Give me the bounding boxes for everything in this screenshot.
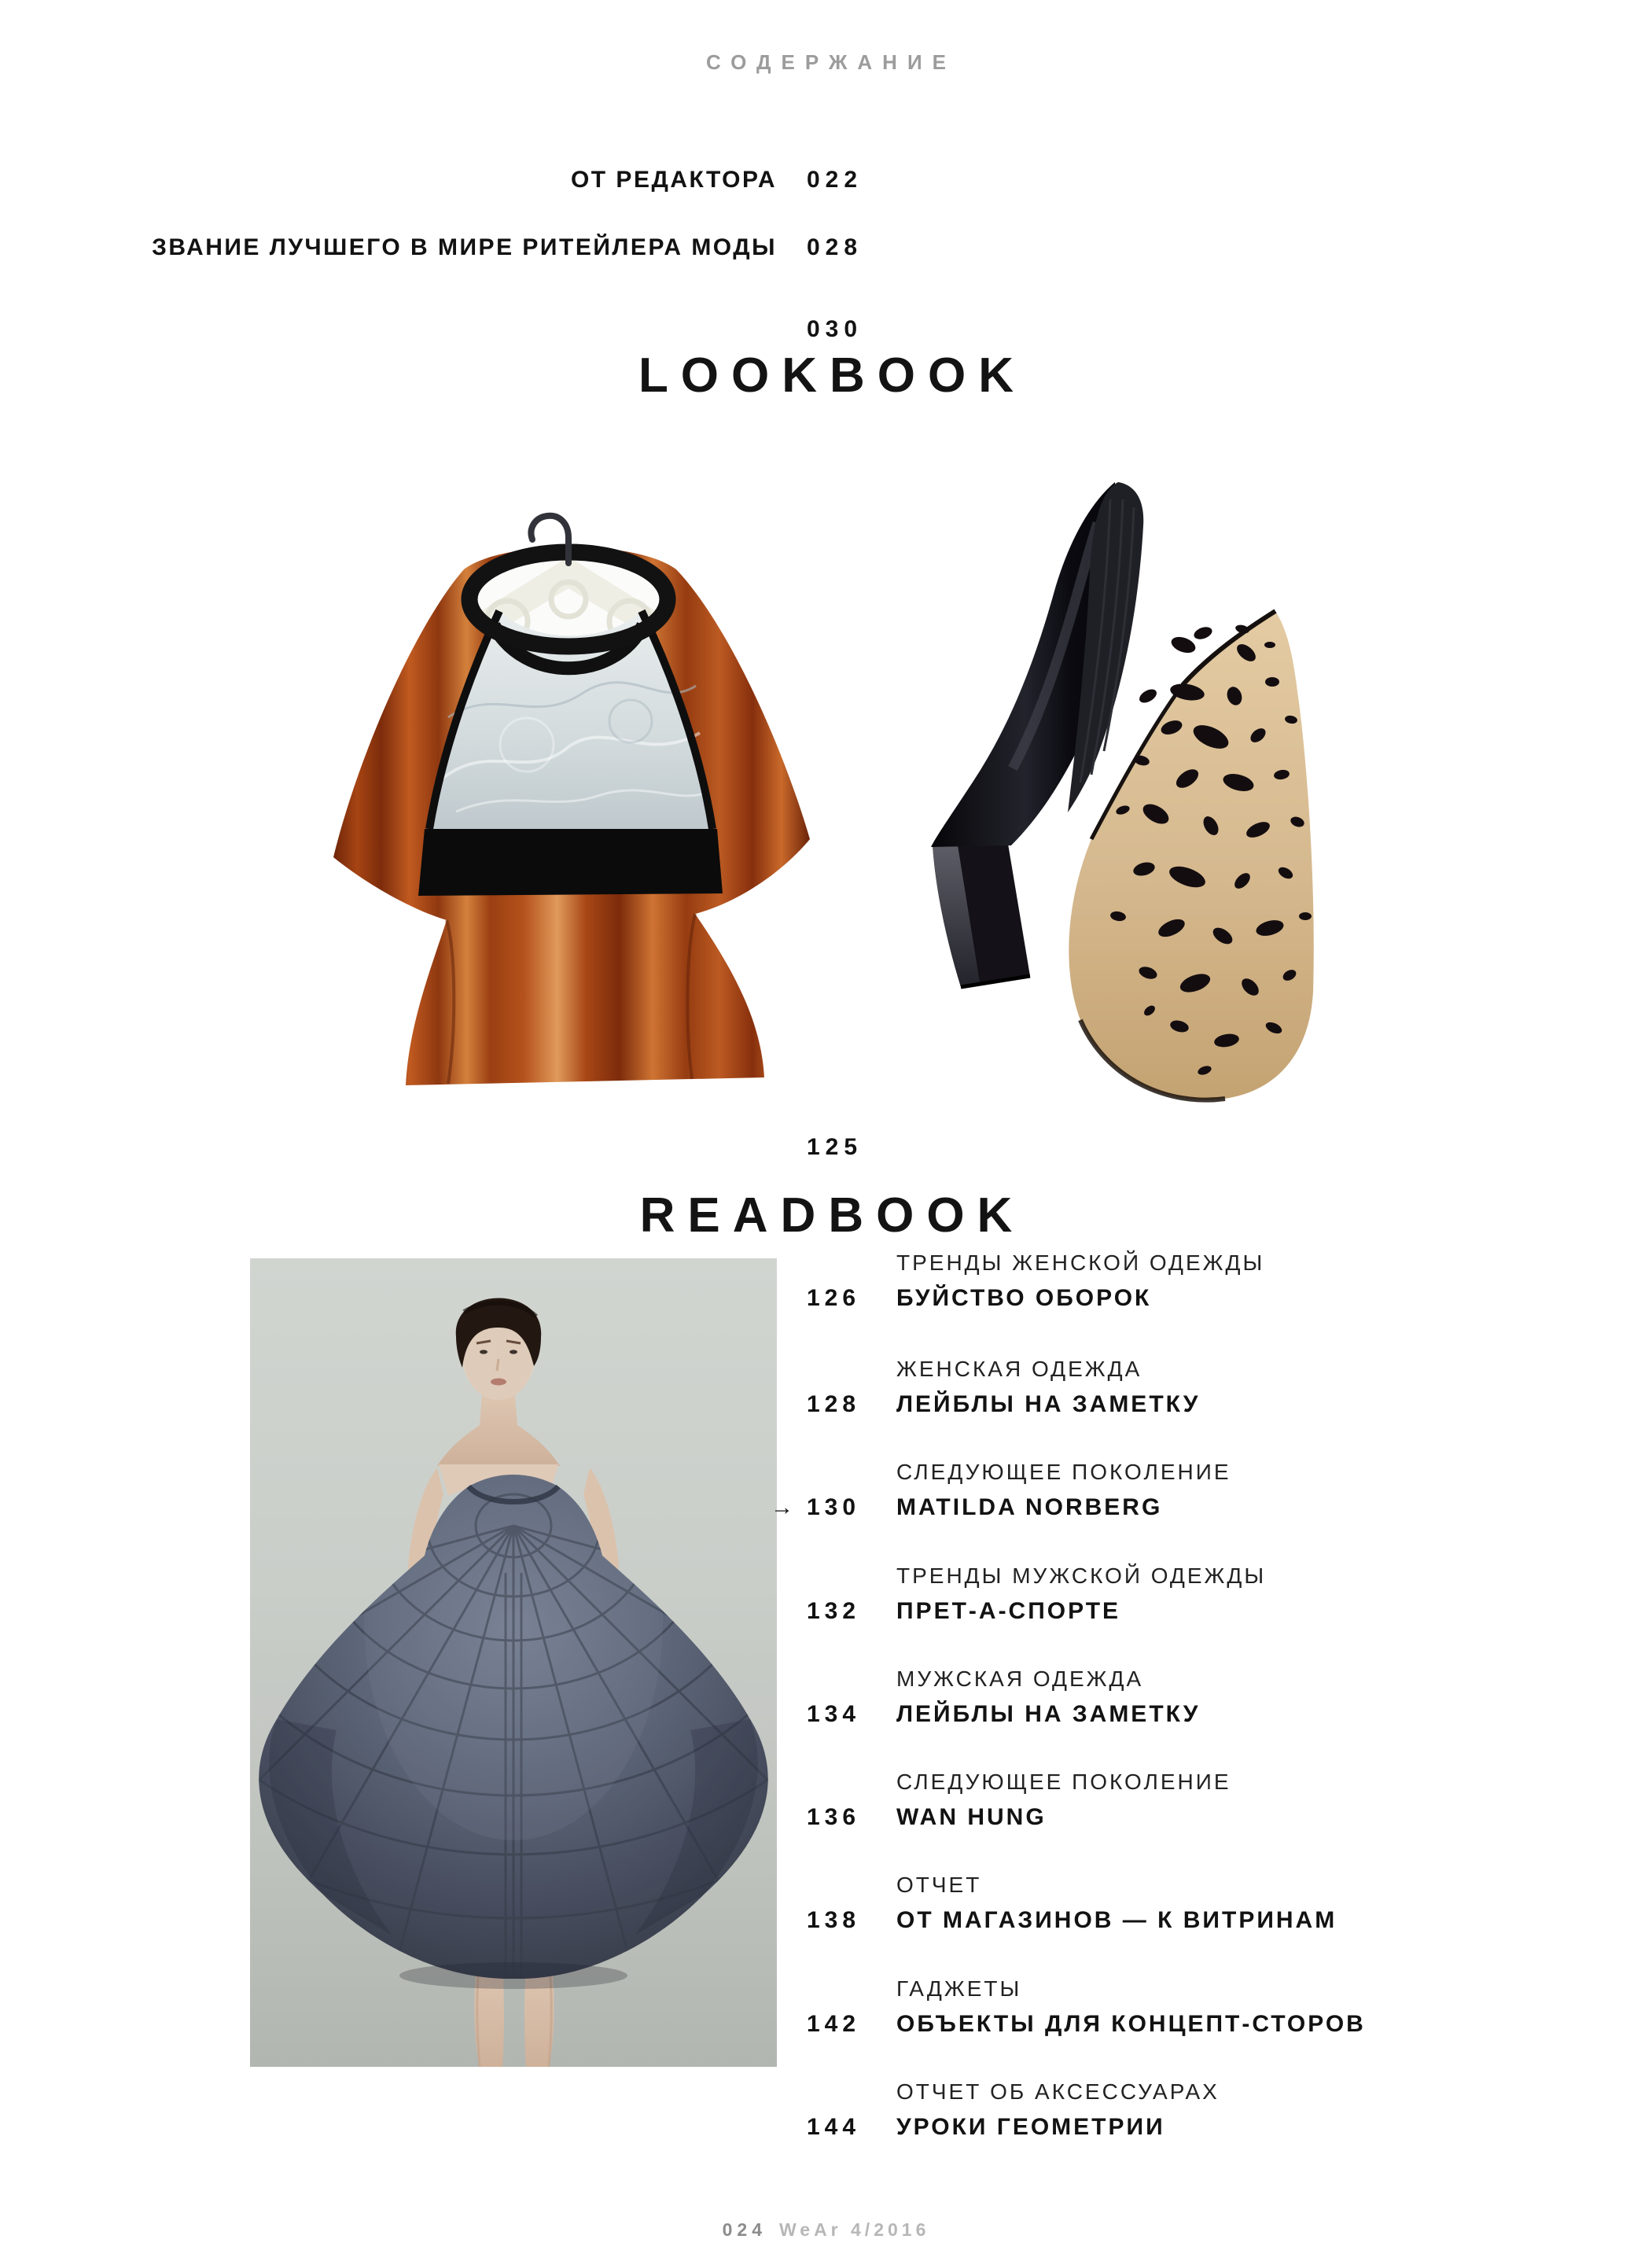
photo-vignette (250, 1258, 777, 2067)
entry-category: МУЖСКАЯ ОДЕЖДА (896, 1667, 1144, 1691)
entry-category: ЖЕНСКАЯ ОДЕЖДА (896, 1357, 1142, 1381)
toc-page-number: 022 (807, 167, 863, 193)
entry-title: ЛЕЙБЛЫ НА ЗАМЕТКУ (896, 1391, 1201, 1417)
lookbook-page-number: 030 (807, 316, 863, 342)
toc-label: ОТ РЕДАКТОРА (570, 167, 777, 193)
entry-category: ТРЕНДЫ ЖЕНСКОЙ ОДЕЖДЫ (896, 1250, 1265, 1275)
toc-page-number: 028 (807, 234, 863, 260)
readbook-entry-138 (807, 1868, 1577, 1939)
readbook-entry-136 (807, 1765, 1577, 1836)
entry-line (807, 1696, 1577, 1733)
footer-page-number: 024 (722, 2219, 767, 2240)
readbook-entry-130 (771, 1455, 1577, 1526)
entry-title: ОБЪЕКТЫ ДЛЯ КОНЦЕПТ-СТОРОВ (896, 2011, 1366, 2037)
entry-line (807, 1593, 1577, 1630)
readbook-entry-132 (807, 1559, 1577, 1630)
entry-category: ТРЕНДЫ МУЖСКОЙ ОДЕЖДЫ (896, 1563, 1267, 1588)
entry-category: СЛЕДУЮЩЕЕ ПОКОЛЕНИЕ (896, 1460, 1231, 1484)
entry-page-number: 136 (807, 1804, 861, 1830)
entry-title: ЛЕЙБЛЫ НА ЗАМЕТКУ (896, 1701, 1201, 1727)
entry-category: СЛЕДУЮЩЕЕ ПОКОЛЕНИЕ (896, 1770, 1231, 1794)
entry-line (807, 1387, 1577, 1423)
entry-title: WAN HUNG (896, 1804, 1047, 1830)
entry-page-number: 138 (807, 1907, 861, 1933)
entry-title: УРОКИ ГЕОМЕТРИИ (896, 2114, 1165, 2140)
entry-line (807, 1902, 1577, 1939)
entry-category: ОТЧЕТ ОБ АКСЕССУАРАХ (896, 2079, 1220, 2104)
entry-line (807, 1280, 1577, 1317)
entry-page-number: 134 (807, 1701, 861, 1727)
entry-line (807, 1799, 1577, 1836)
entry-page-number: 130 (807, 1494, 861, 1520)
entry-line (771, 1490, 1577, 1526)
entry-title: БУЙСТВО ОБОРОК (896, 1285, 1152, 1311)
readbook-entry-128 (807, 1352, 1577, 1423)
entry-page-number: 126 (807, 1285, 861, 1311)
lookbook-photo-copper-tshirt (330, 481, 810, 1101)
readbook-section-title: READBOOK (639, 1188, 1025, 1243)
readbook-entry-144 (807, 2075, 1577, 2145)
entry-title: ОТ МАГАЗИНОВ — К ВИТРИНАМ (896, 1907, 1337, 1933)
entry-page-number: 144 (807, 2114, 861, 2140)
readbook-entry-134 (807, 1662, 1577, 1733)
entry-page-number: 132 (807, 1598, 861, 1624)
readbook-entry-126 (807, 1246, 1577, 1317)
entry-category: ОТЧЕТ (896, 1873, 982, 1897)
entry-category: ГАДЖЕТЫ (896, 1976, 1022, 2001)
lookbook-photo-ankle-boot (912, 476, 1321, 1113)
readbook-photo-model-grid-dress (250, 1258, 777, 2067)
toc-label: ЗВАНИЕ ЛУЧШЕГО В МИРЕ РИТЕЙЛЕРА МОДЫ (152, 234, 777, 260)
copper-tshirt-illustration (330, 481, 810, 1101)
entry-title: MATILDA NORBERG (896, 1494, 1163, 1520)
page-title: СОДЕРЖАНИЕ (706, 50, 956, 74)
toc-row-editorial (0, 167, 1652, 195)
ankle-boot-illustration (912, 476, 1321, 1113)
lookbook-section-title: LOOKBOOK (638, 348, 1027, 403)
readbook-page-number: 125 (807, 1134, 863, 1160)
model-grid-dress-illustration (250, 1258, 777, 2067)
footer-issue-label: WeAr 4/2016 (778, 2219, 930, 2240)
toc-row-best-retailer (0, 234, 1652, 263)
boot-heel (933, 844, 1030, 987)
page-footer (0, 2219, 1652, 2241)
entry-line (807, 2109, 1577, 2145)
entry-page-number: 128 (807, 1391, 861, 1417)
arrow-right-icon: → (771, 1495, 793, 1520)
readbook-entry-142 (807, 1972, 1577, 2042)
entry-line (807, 2006, 1577, 2042)
entry-page-number: 142 (807, 2011, 861, 2037)
entry-title: ПРЕТ-А-СПОРТЕ (896, 1598, 1121, 1624)
